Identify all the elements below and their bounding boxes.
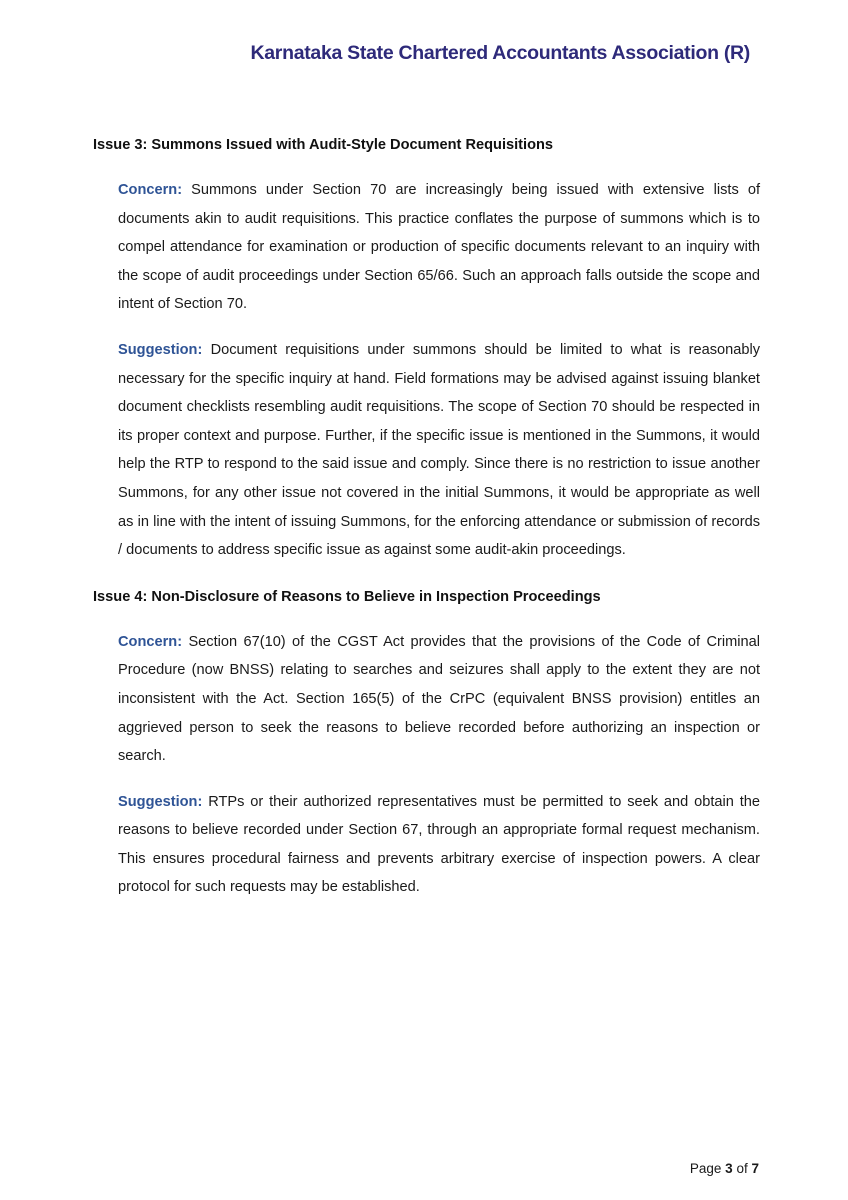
current-page: 3 xyxy=(725,1161,733,1176)
document-body xyxy=(93,135,760,902)
page-number xyxy=(690,1161,759,1176)
suggestion-text: Document requisitions under summons should be limited to what is reasonably necessary for the specific inquiry at hand. Field formations may be advised against issuing blanket document checklists resembling audit requisitions. The scope of Section 70 should be respected in its proper context and purpose. Further, if the specific issue is mentioned in the Summons, it would help the RTP to respond to the said issue and comply. Since there is no restriction to issue another Summons, for any other issue not covered in the initial Summons, it would be appropriate as well as in line with the intent of issuing Summons, for the enforcing attendance or submission of records / documents to address specific issue as against some audit-akin proceedings. xyxy=(118,341,761,559)
suggestion-paragraph xyxy=(118,788,760,902)
organization-header: Karnataka State Chartered Accountants Association (R) xyxy=(250,42,750,64)
total-pages: 7 xyxy=(751,1161,759,1176)
issue-heading: Issue 4: Non-Disclosure of Reasons to Believe in Inspection Proceedings xyxy=(93,588,601,605)
issue-heading: Issue 3: Summons Issued with Audit-Style Document Requisitions xyxy=(93,137,554,153)
suggestion-text: RTPs or their authorized representatives must be permitted to seek and obtain the reasons to believe recorded under Section 67, through an appropriate formal request mechanism. This ensures procedural fairness and prevents arbitrary exercise of inspection powers. A clear protocol for such requests may be established. xyxy=(118,793,760,896)
suggestion-label: Suggestion: xyxy=(118,341,203,358)
of-word: of xyxy=(736,1161,748,1176)
suggestion-label: Suggestion: xyxy=(118,793,203,810)
concern-paragraph xyxy=(118,628,760,771)
concern-text: Summons under Section 70 are increasingly being issued with extensive lists of documents akin to audit requisitions. This practice conflates the purpose of summons which is to compel attendance for examination or production of specific documents relevant to an inquiry with the scope of audit proceedings under Section 65/66. Such an approach falls outside the scope and intent of Section 70. xyxy=(118,182,760,313)
concern-label: Concern: xyxy=(118,182,183,198)
issue-section xyxy=(93,587,760,902)
suggestion-paragraph xyxy=(118,336,760,565)
concern-paragraph xyxy=(118,176,760,319)
issue-section xyxy=(93,135,760,565)
page-word: Page xyxy=(689,1161,722,1176)
concern-label: Concern: xyxy=(118,633,183,650)
concern-text: Section 67(10) of the CGST Act provides that the provisions of the Code of Criminal Procedure (now BNSS) relating to searches and seizures shall apply to the extent they are not inconsistent with the Act. Section 165(5) of the CrPC (equivalent BNSS provision) entitles an aggrieved person to seek the reasons to believe recorded before authorizing an inspection or search. xyxy=(118,633,760,765)
